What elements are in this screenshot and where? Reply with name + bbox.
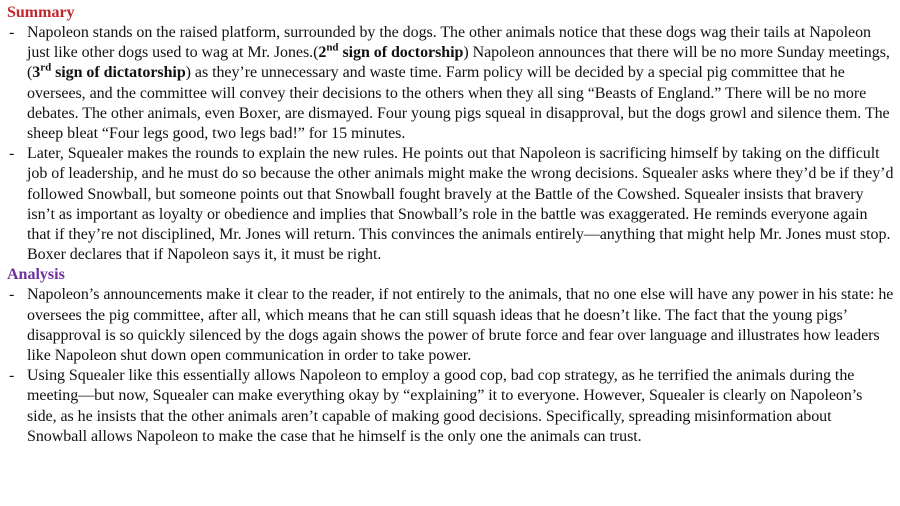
third-sign-label: 3rd sign of dictatorship: [32, 62, 186, 82]
analysis-bullet-1-text: Napoleon’s announcements make it clear to the reader, if not entirely to the animals, that no one else will have any power in his state: he oversees the pig committee, after all, which means that he can still squash ideas that he doesn’t like. The fact that the young pigs’ disapproval is so quickly silenced by the dogs again shows the power of brute force and fear over language and illustrates how leaders like Napoleon shut down open communication in order to take power.: [27, 286, 894, 365]
analysis-bullet-2-text: Using Squealer like this essentially allows Napoleon to employ a good cop, bad cop strategy, as he terrified the animals during the meeting—but now, Squealer can make everything okay by “explaining” it to everyone. However, Squealer is clearly on Napoleon’s side, as he insists that the other animals aren’t capable of making good decisions. Specifically, spreading misinformation about Snowball allows Napoleon to make the case that he himself is the only one the animals can trust.: [27, 367, 863, 445]
summary-bullet-1-text: [27, 24, 890, 142]
second-sign-label: 2nd sign of doctorship: [318, 41, 464, 62]
summary-bullet-1-part-1: Napoleon stands on the raised platform, surrounded by the dogs. The other animals notice that these dogs wag their tails at Napoleon just like other dogs used to wag at Mr. Jones.(: [27, 24, 872, 62]
analysis-list: [7, 285, 895, 447]
bullet-marker: -: [9, 24, 15, 41]
analysis-heading: Analysis: [7, 266, 65, 284]
summary-bullet-1: [7, 23, 895, 144]
slide-content: [7, 3, 895, 447]
analysis-bullet-1: [7, 285, 895, 366]
summary-list: [7, 23, 895, 265]
summary-bullet-2: [7, 144, 895, 265]
summary-bullet-1-part-3: ) as they’re unnecessary and waste time. Farm policy will be decided by a special pig committee that he oversees, and the committee will convey their decisions to the others when they all sing “Beasts of England.” There will be no more debates. The other animals, even Boxer, are dismayed. Four young pigs squeal in disapproval, but the dogs growl and silence them. The sheep bleat “Four legs good, two legs bad!” for 15 minutes.: [27, 64, 890, 143]
bullet-marker: -: [9, 145, 15, 163]
bullet-marker: -: [9, 367, 15, 385]
summary-bullet-1-part-2: ) Napoleon announces that there will be no more Sunday meetings, (: [27, 44, 890, 82]
analysis-bullet-2: [7, 366, 895, 447]
summary-heading: Summary: [7, 4, 75, 21]
bullet-marker: -: [9, 286, 15, 304]
summary-bullet-2-text: Later, Squealer makes the rounds to explain the new rules. He points out that Napoleon is sacrificing himself by taking on the difficult job of leadership, and he must do so because the other animals might make the wrong decisions. Squealer asks where they’d be if they’d followed Snowball, but someone points out that Snowball fought bravely at the Battle of the Cowshed. Squealer insists that bravery isn’t as important as loyalty or obedience and implies that Snowball’s role in the battle was exaggerated. He reminds everyone again that if they’re not disciplined, Mr. Jones will return. This convinces the animals entirely—anything that might help Mr. Jones must stop. Boxer declares that if Napoleon says it, it must be right.: [27, 145, 894, 264]
